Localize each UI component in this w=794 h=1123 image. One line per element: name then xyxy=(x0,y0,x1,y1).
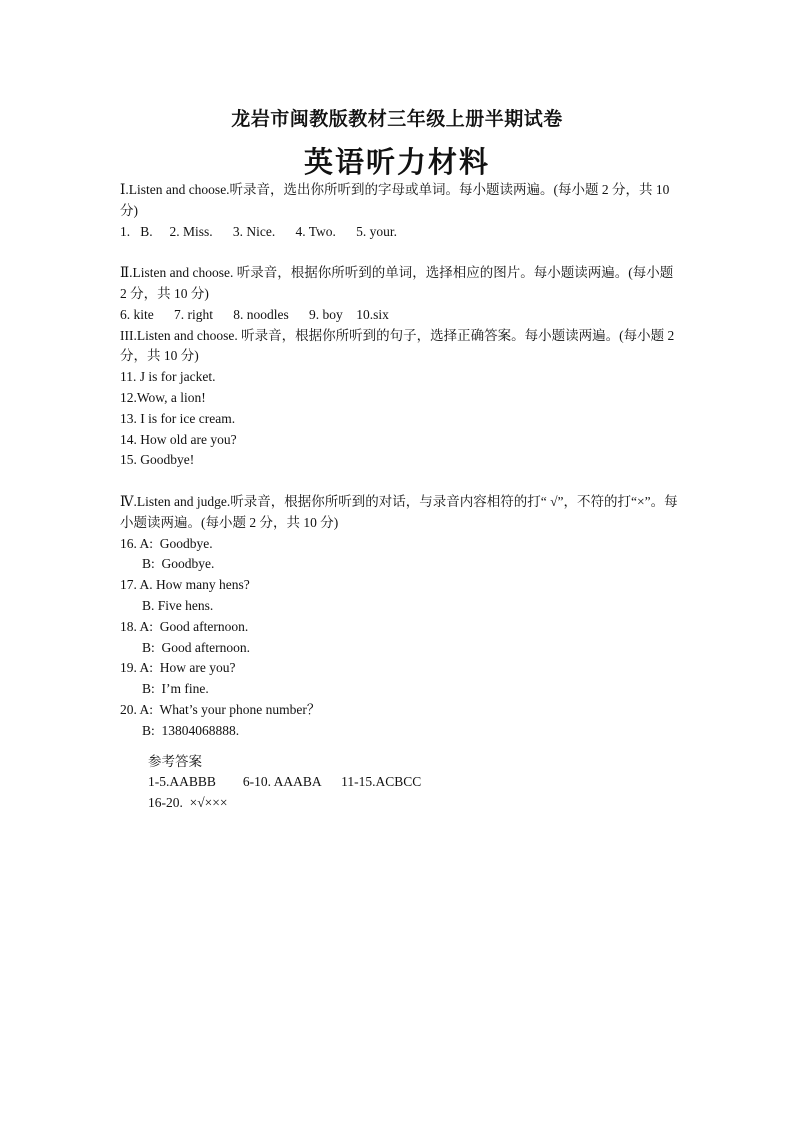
spacer xyxy=(120,471,680,492)
exam-subtitle: 英语听力材料 xyxy=(303,147,490,179)
dialog-line-b: B: Good afternoon. xyxy=(142,639,250,655)
answers-heading: 参考答案 xyxy=(148,753,202,769)
spacer xyxy=(120,742,680,752)
dialog-line-a: 17. A. How many hens? xyxy=(120,577,250,593)
dialog-line-a: 20. A: What’s your phone number？ xyxy=(120,701,321,717)
dialog-line-a: 19. A: How are you? xyxy=(120,660,236,676)
spacer xyxy=(120,242,680,263)
exam-content xyxy=(120,180,680,814)
dialog-line-a: 18. A: Good afternoon. xyxy=(120,618,249,634)
section4-instruction: Ⅳ.Listen and judge.听录音，根据你所听到的对话，与录音内容相符的打“ √”，不符的打“×”。每小题读两遍。(每小题 2 分，共 10 分) xyxy=(120,493,678,530)
section1-instruction: Ⅰ.Listen and choose.听录音，选出你所听到的字母或单词。每小题读两遍。(每小题 2 分，共 10 分) xyxy=(120,182,670,218)
dialog-line-b: B: Goodbye. xyxy=(142,556,215,572)
section3-item: 12.Wow, a lion! xyxy=(120,389,206,405)
section2-items: 6. kite 7. right 8. noodles 9. boy 10.six xyxy=(120,306,389,322)
dialog-line-b: B. Five hens. xyxy=(142,597,214,613)
answers-line: 1-5.AABBB 6-10. AAABA 11-15.ACBCC xyxy=(148,774,422,790)
dialog-line-a: 16. A: Goodbye. xyxy=(120,535,213,551)
section3-instruction: III.Listen and choose. 听录音，根据你所听到的句子，选择正确答案。每小题读两遍。(每小题 2 分，共 10 分) xyxy=(120,327,675,364)
section2-instruction: Ⅱ.Listen and choose. 听录音，根据你所听到的单词，选择相应的图片。每小题读两遍。(每小题 2 分，共 10 分) xyxy=(120,265,674,301)
section3-item: 15. Goodbye! xyxy=(120,452,195,468)
section1-items: 1. B. 2. Miss. 3. Nice. 4. Two. 5. your. xyxy=(120,223,398,239)
dialog-line-b: B: 13804068888. xyxy=(142,722,240,738)
dialog-line-b: B: I’m fine. xyxy=(142,681,209,697)
section3-item: 13. I is for ice cream. xyxy=(120,410,236,426)
section3-item: 14. How old are you? xyxy=(120,431,237,447)
section3-item: 11. J is for jacket. xyxy=(120,369,216,385)
answers-line: 16-20. ×√××× xyxy=(148,795,228,811)
exam-title: 龙岩市闽教版教材三年级上册半期试卷 xyxy=(231,109,563,130)
